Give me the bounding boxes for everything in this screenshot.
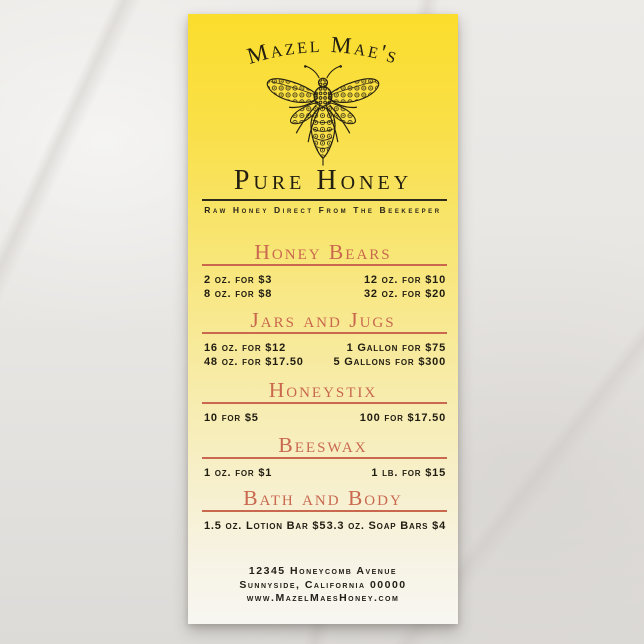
section-title: Beeswax: [278, 433, 368, 457]
price-row: [204, 274, 446, 287]
price-row: [204, 520, 446, 533]
brand-name: Mazel Mae's: [244, 31, 403, 69]
menu-section-bath-and-body: [188, 486, 458, 533]
tagline: Raw Honey Direct From The Beekeeper: [204, 205, 442, 215]
price-item-left: 16 oz. for $12: [204, 342, 287, 354]
section-divider: [202, 264, 447, 266]
price-item-left: 10 for $5: [204, 412, 259, 424]
menu-section-honeystix: [188, 378, 458, 425]
price-item-left: 8 oz. for $8: [204, 288, 273, 300]
price-item-right: 1 Gallon for $75: [346, 342, 446, 354]
price-item-right: 32 oz. for $20: [363, 288, 446, 300]
price-item-right: 12 oz. for $10: [363, 274, 446, 286]
price-item-right: 1 lb. for $15: [371, 467, 446, 479]
address-line-1: 12345 Honeycomb Avenue: [248, 565, 398, 577]
ornate-bee-icon: [264, 64, 382, 170]
price-item-right: 100 for $17.50: [359, 412, 446, 424]
section-divider: [202, 510, 447, 512]
product-title: Pure Honey: [233, 165, 413, 196]
section-title: Bath and Body: [243, 486, 403, 510]
section-divider: [202, 402, 447, 404]
section-title: Jars and Jugs: [250, 308, 396, 332]
price-row: [204, 342, 446, 355]
section-title: Honey Bears: [254, 240, 392, 264]
address-line-2: Sunnyside, California 00000: [239, 578, 407, 591]
price-item-left: 1.5 oz. Lotion Bar $5: [204, 520, 327, 532]
menu-section-beeswax: [188, 433, 458, 480]
price-item-left: 2 oz. for $3: [204, 274, 273, 286]
section-title: Honeystix: [268, 378, 378, 402]
price-row: [204, 288, 446, 301]
price-item-left: 48 oz. for $17.50: [204, 356, 304, 368]
website-url: www.MazelMaesHoney.com: [246, 592, 400, 604]
footer-address: [188, 565, 458, 606]
rack-card: [188, 14, 458, 624]
price-row: [204, 467, 446, 480]
price-item-left: 1 oz. for $1: [204, 467, 273, 479]
price-row: [204, 356, 446, 369]
section-divider: [202, 332, 447, 334]
price-item-right: 5 Gallons for $300: [333, 356, 446, 368]
menu-section-jars-and-jugs: [188, 308, 458, 369]
section-divider: [202, 457, 447, 459]
price-row: [204, 412, 446, 425]
title-divider: [202, 199, 447, 201]
menu-section-honey-bears: [188, 240, 458, 301]
price-item-right: 3.3 oz. Soap Bars $4: [326, 520, 446, 532]
